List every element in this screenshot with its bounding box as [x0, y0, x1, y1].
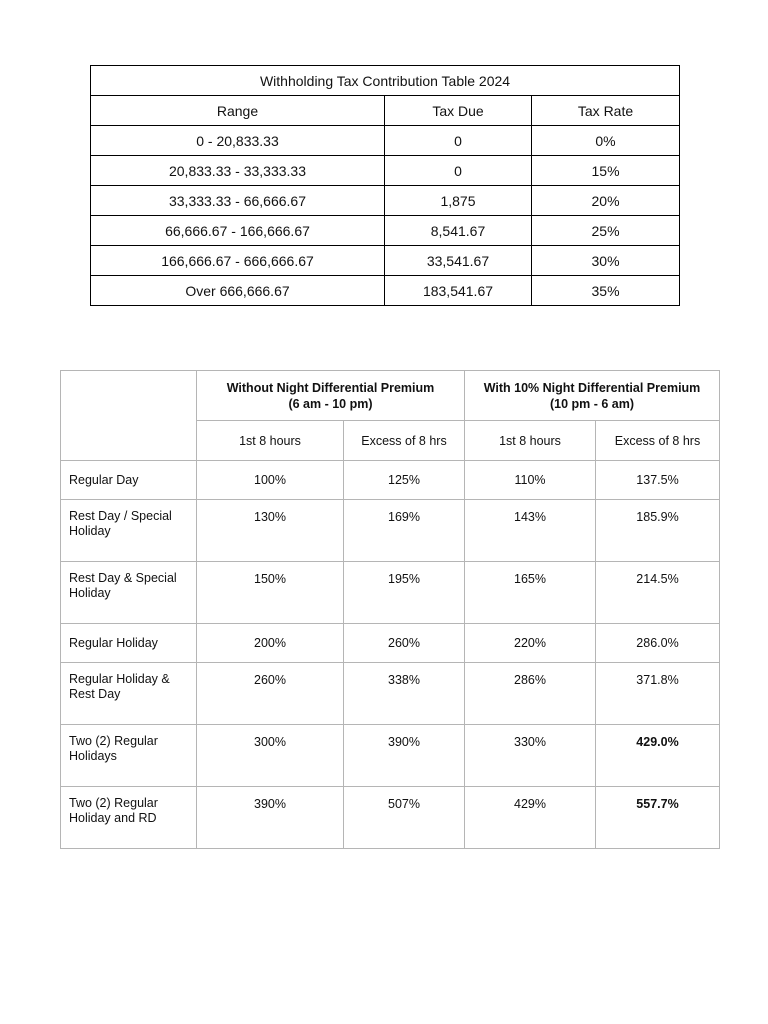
tax-rate-cell: 35%: [532, 276, 680, 306]
tax-table-title: Withholding Tax Contribution Table 2024: [91, 66, 680, 96]
row-label: Rest Day / Special Holiday: [61, 500, 197, 562]
rate-cell: 260%: [197, 663, 344, 725]
rate-cell: 125%: [344, 461, 465, 500]
group-header-line: With 10% Night Differential Premium: [483, 380, 701, 395]
rate-cell: 165%: [465, 562, 596, 624]
tax-due-cell: 0: [385, 156, 532, 186]
tax-table-header-row: [91, 96, 680, 126]
table-row: [61, 624, 720, 663]
rate-cell: 185.9%: [596, 500, 720, 562]
sub-header-excess-8-hours: Excess of 8 hrs: [596, 421, 720, 461]
rate-cell: 169%: [344, 500, 465, 562]
rate-cell: 150%: [197, 562, 344, 624]
rate-cell: 100%: [197, 461, 344, 500]
sub-header-first-8-hours: 1st 8 hours: [465, 421, 596, 461]
range-cell: 0 - 20,833.33: [91, 126, 385, 156]
row-label: Regular Holiday & Rest Day: [61, 663, 197, 725]
row-label: Regular Holiday: [61, 624, 197, 663]
rate-cell: 286%: [465, 663, 596, 725]
group-header-line: (10 pm - 6 am): [549, 396, 635, 411]
tax-table-title-row: [91, 66, 680, 96]
pay-rate-table: [60, 370, 720, 849]
tax-due-cell: 8,541.67: [385, 216, 532, 246]
table-row: [91, 126, 680, 156]
rate-cell: 137.5%: [596, 461, 720, 500]
tax-due-cell: 183,541.67: [385, 276, 532, 306]
rate-cell: 130%: [197, 500, 344, 562]
column-header-tax-rate: Tax Rate: [532, 96, 680, 126]
tax-rate-cell: 30%: [532, 246, 680, 276]
rate-cell: 429%: [465, 787, 596, 849]
rate-cell: 371.8%: [596, 663, 720, 725]
rate-cell: 286.0%: [596, 624, 720, 663]
rate-cell: 330%: [465, 725, 596, 787]
range-cell: 33,333.33 - 66,666.67: [91, 186, 385, 216]
table-row: [91, 276, 680, 306]
tax-due-cell: 33,541.67: [385, 246, 532, 276]
rate-cell: 143%: [465, 500, 596, 562]
empty-corner-cell: [61, 371, 197, 461]
table-row: [91, 216, 680, 246]
table-row: [61, 787, 720, 849]
rate-cell: 507%: [344, 787, 465, 849]
group-header-row: [61, 371, 720, 421]
group-header-with-night-differential: [465, 371, 720, 421]
tax-due-cell: 1,875: [385, 186, 532, 216]
table-row: [91, 156, 680, 186]
sub-header-first-8-hours: 1st 8 hours: [197, 421, 344, 461]
rate-cell: 220%: [465, 624, 596, 663]
table-row: [61, 500, 720, 562]
range-cell: 166,666.67 - 666,666.67: [91, 246, 385, 276]
tax-rate-cell: 25%: [532, 216, 680, 246]
rate-cell: 300%: [197, 725, 344, 787]
rate-cell: 429.0%: [596, 725, 720, 787]
row-label: Regular Day: [61, 461, 197, 500]
rate-cell: 338%: [344, 663, 465, 725]
column-header-range: Range: [91, 96, 385, 126]
sub-header-excess-8-hours: Excess of 8 hrs: [344, 421, 465, 461]
group-header-line: Without Night Differential Premium: [226, 380, 435, 395]
withholding-tax-table: [90, 65, 680, 306]
table-row: [61, 663, 720, 725]
rate-cell: 260%: [344, 624, 465, 663]
row-label: Two (2) Regular Holidays: [61, 725, 197, 787]
range-cell: 66,666.67 - 166,666.67: [91, 216, 385, 246]
column-header-tax-due: Tax Due: [385, 96, 532, 126]
table-row: [91, 246, 680, 276]
row-label: Rest Day & Special Holiday: [61, 562, 197, 624]
rate-cell: 390%: [344, 725, 465, 787]
range-cell: Over 666,666.67: [91, 276, 385, 306]
tax-rate-cell: 20%: [532, 186, 680, 216]
row-label: Two (2) Regular Holiday and RD: [61, 787, 197, 849]
rate-cell: 110%: [465, 461, 596, 500]
tax-rate-cell: 0%: [532, 126, 680, 156]
table-row: [91, 186, 680, 216]
range-cell: 20,833.33 - 33,333.33: [91, 156, 385, 186]
group-header-line: (6 am - 10 pm): [288, 396, 373, 411]
tax-rate-cell: 15%: [532, 156, 680, 186]
tax-due-cell: 0: [385, 126, 532, 156]
table-row: [61, 562, 720, 624]
rate-cell: 557.7%: [596, 787, 720, 849]
table-row: [61, 461, 720, 500]
rate-cell: 200%: [197, 624, 344, 663]
rate-cell: 195%: [344, 562, 465, 624]
group-header-without-night-differential: [197, 371, 465, 421]
rate-cell: 390%: [197, 787, 344, 849]
table-row: [61, 725, 720, 787]
rate-cell: 214.5%: [596, 562, 720, 624]
